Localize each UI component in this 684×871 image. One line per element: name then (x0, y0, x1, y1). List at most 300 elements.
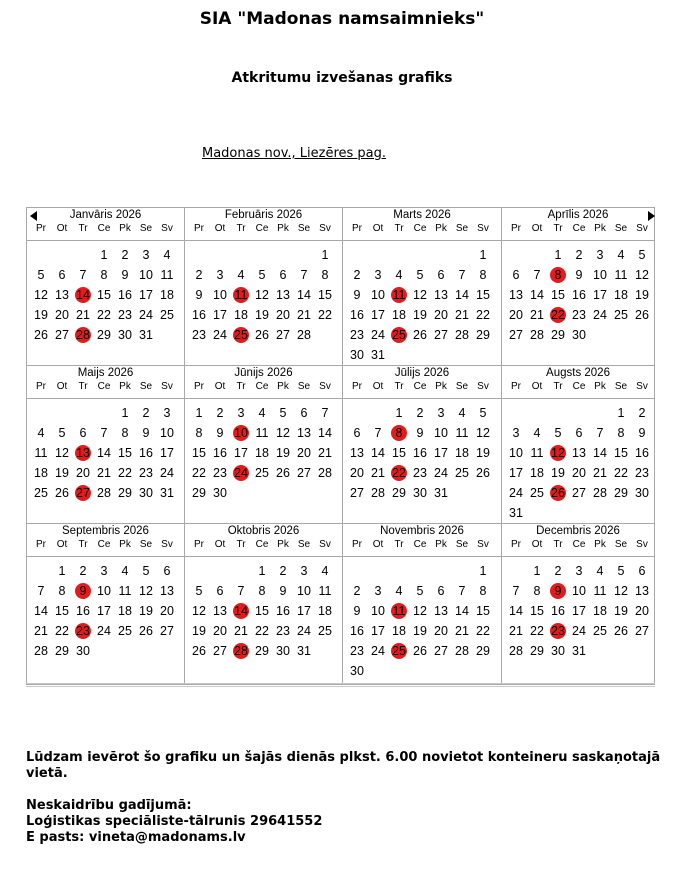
month-calendar (342, 523, 502, 685)
calendar-day: 12 (55, 446, 69, 460)
weekday-label: Ot (214, 381, 226, 392)
calendar-day: 1 (195, 406, 203, 420)
calendar-day: 30 (213, 486, 227, 500)
weekday-label: Tr (78, 539, 88, 550)
month-name: Marts 2026 (393, 209, 451, 221)
weekday-label: Ot (531, 381, 543, 392)
weekday-label: Se (297, 223, 311, 234)
pickup-day: 25 (389, 326, 409, 344)
calendar-day: 6 (512, 268, 520, 282)
calendar-day: 28 (34, 644, 48, 658)
weekday-label: Se (455, 539, 469, 550)
calendar-day: 3 (437, 406, 445, 420)
calendar-day: 18 (614, 288, 628, 302)
calendar-day: 7 (321, 406, 329, 420)
month-calendar (501, 365, 655, 524)
weekday-label: Pk (119, 539, 131, 550)
calendar-day: 7 (533, 268, 541, 282)
calendar-day: 17 (509, 466, 523, 480)
calendar-day: 31 (371, 348, 385, 362)
calendar-day: 23 (213, 466, 227, 480)
prev-month-arrow-icon[interactable] (30, 211, 38, 224)
weekday-label: Pr (36, 381, 46, 392)
calendar-day: 7 (237, 584, 245, 598)
calendar-day: 28 (318, 466, 332, 480)
calendar-day: 20 (434, 624, 448, 638)
calendar-day: 9 (638, 426, 646, 440)
calendar-day: 22 (476, 624, 490, 638)
calendar-day: 21 (509, 624, 523, 638)
month-name: Novembris 2026 (380, 525, 464, 537)
month-header (343, 524, 501, 557)
weekday-label: Se (139, 381, 153, 392)
calendar-day: 22 (476, 308, 490, 322)
month-header (343, 366, 501, 399)
calendar-day: 22 (55, 624, 69, 638)
pickup-day: 9 (73, 582, 93, 600)
weekday-label: Se (139, 539, 153, 550)
calendar-day: 28 (371, 486, 385, 500)
calendar-day: 3 (237, 406, 245, 420)
calendar-day: 11 (118, 584, 132, 598)
calendar-day: 15 (476, 288, 490, 302)
calendar-day: 15 (551, 288, 565, 302)
weekday-label: Ot (214, 223, 226, 234)
weekday-label: Tr (553, 539, 563, 550)
calendar-day: 11 (614, 268, 628, 282)
calendar-day: 12 (192, 604, 206, 618)
calendar-day: 20 (635, 604, 649, 618)
calendar-day: 15 (97, 288, 111, 302)
calendar-day: 4 (617, 248, 625, 262)
calendar-day: 20 (509, 308, 523, 322)
calendar-day: 22 (118, 466, 132, 480)
month-header (502, 208, 654, 241)
calendar-day: 24 (572, 624, 586, 638)
calendar-day: 17 (297, 604, 311, 618)
calendar-day: 17 (160, 446, 174, 460)
calendar-day: 21 (318, 446, 332, 460)
pickup-day: 24 (231, 464, 251, 482)
calendar-day: 29 (476, 328, 490, 342)
calendar-day: 9 (416, 426, 424, 440)
calendar-day: 16 (572, 288, 586, 302)
calendar-day: 13 (297, 426, 311, 440)
weekday-label: Tr (78, 381, 88, 392)
calendar-day: 27 (297, 466, 311, 480)
calendar-day: 27 (213, 644, 227, 658)
calendar-day: 19 (34, 308, 48, 322)
calendar-day: 5 (554, 426, 562, 440)
weekday-label: Sv (161, 381, 173, 392)
calendar-day: 30 (572, 328, 586, 342)
calendar-day: 4 (458, 406, 466, 420)
calendar-day: 27 (55, 328, 69, 342)
calendar-day: 9 (142, 426, 150, 440)
contact-phone: Loģistikas speciāliste-tālrunis 29641552 (26, 814, 323, 829)
weekday-label: Pk (119, 381, 131, 392)
calendar-day: 12 (413, 288, 427, 302)
month-calendar (26, 523, 185, 685)
calendar-day: 1 (100, 248, 108, 262)
calendar-day: 25 (593, 624, 607, 638)
calendar-day: 30 (413, 486, 427, 500)
calendar-day: 17 (97, 604, 111, 618)
calendar-day: 22 (97, 308, 111, 322)
calendar-day: 21 (371, 466, 385, 480)
calendar-day: 5 (37, 268, 45, 282)
calendar-day: 19 (476, 446, 490, 460)
calendar-day: 2 (353, 268, 361, 282)
calendar-day: 15 (476, 604, 490, 618)
calendar-day: 17 (434, 446, 448, 460)
month-header (27, 366, 184, 399)
calendar-day: 8 (321, 268, 329, 282)
weekday-label: Se (455, 223, 469, 234)
calendar-day: 8 (100, 268, 108, 282)
calendar-day: 1 (321, 248, 329, 262)
calendar-day: 24 (509, 486, 523, 500)
weekday-label: Pk (277, 539, 289, 550)
weekday-label: Pr (36, 539, 46, 550)
month-name: Decembris 2026 (536, 525, 620, 537)
calendar-day: 24 (213, 328, 227, 342)
weekday-label: Ce (255, 381, 269, 392)
pickup-day: 26 (548, 484, 568, 502)
calendar-day: 9 (195, 288, 203, 302)
calendar-day: 3 (142, 248, 150, 262)
month-calendar (342, 207, 502, 366)
weekday-label: Pr (194, 539, 204, 550)
month-calendar (501, 207, 655, 366)
calendar-day: 10 (160, 426, 174, 440)
next-month-arrow-icon[interactable] (648, 211, 656, 224)
calendar-day: 2 (638, 406, 646, 420)
weekday-label: Sv (161, 539, 173, 550)
month-name: Jūlijs 2026 (394, 367, 450, 379)
calendar-day: 1 (617, 406, 625, 420)
calendar-day: 10 (213, 288, 227, 302)
calendar-day: 31 (509, 506, 523, 520)
pickup-day: 8 (548, 266, 568, 284)
weekday-label: Sv (319, 381, 331, 392)
weekday-label: Pr (511, 539, 521, 550)
pickup-day: 14 (73, 286, 93, 304)
calendar-day: 6 (79, 426, 87, 440)
calendar-day: 30 (276, 644, 290, 658)
calendar-day: 15 (55, 604, 69, 618)
calendar-day: 26 (34, 328, 48, 342)
weekday-label: Pk (594, 539, 606, 550)
calendar-day: 8 (195, 426, 203, 440)
calendar-day: 4 (121, 564, 129, 578)
calendar-day: 7 (300, 268, 308, 282)
weekday-label: Sv (636, 223, 648, 234)
month-header (185, 366, 342, 399)
weekday-label: Sv (636, 381, 648, 392)
calendar-day: 11 (255, 426, 269, 440)
month-calendar (184, 207, 343, 366)
month-name: Oktobris 2026 (227, 525, 300, 537)
notice-text: Lūdzam ievērot šo grafiku un šajās dienās plkst. 6.00 novietot konteineru saskaņotajā vietā. (26, 750, 661, 781)
calendar-day: 15 (192, 446, 206, 460)
pickup-day: 11 (389, 286, 409, 304)
calendar-day: 8 (617, 426, 625, 440)
calendar-day: 23 (350, 328, 364, 342)
weekday-label: Sv (477, 381, 489, 392)
calendar-day: 4 (596, 564, 604, 578)
weekday-label: Pr (36, 223, 46, 234)
calendar-day: 20 (55, 308, 69, 322)
calendar-day: 25 (455, 466, 469, 480)
calendar-day: 26 (413, 328, 427, 342)
weekday-label: Sv (161, 223, 173, 234)
calendar-day: 7 (512, 584, 520, 598)
calendar-day: 19 (635, 288, 649, 302)
location-text: Madonas nov., Liezēres pag. (202, 146, 387, 161)
calendar-day: 28 (509, 644, 523, 658)
calendar-day: 2 (142, 406, 150, 420)
weekday-label: Ot (531, 539, 543, 550)
month-header (185, 208, 342, 241)
calendar-day: 5 (416, 268, 424, 282)
weekday-label: Ot (56, 539, 68, 550)
calendar-day: 21 (97, 466, 111, 480)
calendar-day: 8 (479, 268, 487, 282)
weekday-label: Pk (277, 223, 289, 234)
calendar-day: 7 (458, 268, 466, 282)
month-calendar (501, 523, 655, 685)
calendar-day: 6 (638, 564, 646, 578)
calendar-day: 2 (216, 406, 224, 420)
weekday-label: Tr (236, 223, 246, 234)
calendar-day: 18 (255, 446, 269, 460)
calendar-day: 18 (392, 624, 406, 638)
calendar-day: 2 (121, 248, 129, 262)
calendar-day: 4 (395, 584, 403, 598)
month-calendar (26, 207, 185, 366)
calendar-day: 1 (395, 406, 403, 420)
weekday-label: Pr (194, 223, 204, 234)
calendar-day: 7 (79, 268, 87, 282)
calendar-day: 31 (572, 644, 586, 658)
calendar-day: 13 (572, 446, 586, 460)
pickup-day: 28 (231, 642, 251, 660)
pickup-day: 13 (73, 444, 93, 462)
calendar-day: 21 (455, 624, 469, 638)
calendar-day: 16 (413, 446, 427, 460)
weekday-label: Ot (531, 223, 543, 234)
weekday-label: Pr (352, 223, 362, 234)
calendar-day: 12 (413, 604, 427, 618)
weekday-label: Ce (413, 381, 427, 392)
calendar-day: 24 (160, 466, 174, 480)
calendar-day: 27 (160, 624, 174, 638)
calendar-day: 26 (614, 624, 628, 638)
calendar-day: 3 (374, 584, 382, 598)
calendar-day: 16 (213, 446, 227, 460)
calendar-day: 12 (476, 426, 490, 440)
calendar-day: 21 (530, 308, 544, 322)
weekday-label: Ce (572, 223, 586, 234)
calendar-day: 31 (297, 644, 311, 658)
weekday-label: Pk (435, 539, 447, 550)
calendar-day: 3 (512, 426, 520, 440)
calendar-day: 13 (434, 604, 448, 618)
weekday-label: Ce (97, 381, 111, 392)
month-header (185, 524, 342, 557)
calendar-day: 30 (635, 486, 649, 500)
calendar-day: 24 (139, 308, 153, 322)
calendar-day: 7 (596, 426, 604, 440)
calendar-day: 15 (118, 446, 132, 460)
calendar-day: 6 (58, 268, 66, 282)
calendar-day: 8 (479, 584, 487, 598)
pickup-day: 14 (231, 602, 251, 620)
calendar-day: 14 (455, 288, 469, 302)
weekday-label: Tr (394, 539, 404, 550)
calendar-day: 26 (276, 466, 290, 480)
weekday-label: Sv (477, 223, 489, 234)
calendar-day: 7 (374, 426, 382, 440)
month-name: Februāris 2026 (224, 209, 303, 221)
calendar-day: 31 (434, 486, 448, 500)
calendar-day: 5 (58, 426, 66, 440)
calendar-day: 23 (572, 308, 586, 322)
calendar-day: 23 (118, 308, 132, 322)
calendar-day: 4 (258, 406, 266, 420)
calendar-day: 3 (374, 268, 382, 282)
pickup-day: 9 (548, 582, 568, 600)
calendar-day: 30 (350, 348, 364, 362)
pickup-day: 11 (389, 602, 409, 620)
calendar-day: 8 (258, 584, 266, 598)
calendar-day: 31 (139, 328, 153, 342)
calendar-day: 14 (530, 288, 544, 302)
calendar-day: 26 (255, 328, 269, 342)
calendar-day: 13 (213, 604, 227, 618)
calendar-day: 27 (434, 328, 448, 342)
calendar-day: 23 (413, 466, 427, 480)
pickup-day: 11 (231, 286, 251, 304)
calendar-day: 22 (255, 624, 269, 638)
notice-block (26, 750, 666, 846)
calendar-day: 7 (37, 584, 45, 598)
calendar-day: 4 (395, 268, 403, 282)
calendar-day: 24 (593, 308, 607, 322)
calendar-day: 20 (350, 466, 364, 480)
calendar-day: 1 (554, 248, 562, 262)
calendar-day: 16 (118, 288, 132, 302)
calendar-day: 23 (635, 466, 649, 480)
calendar-day: 30 (76, 644, 90, 658)
calendar-day: 19 (413, 624, 427, 638)
calendar-day: 21 (593, 466, 607, 480)
calendar-day: 10 (371, 604, 385, 618)
calendar-day: 6 (216, 584, 224, 598)
calendar-day: 1 (479, 248, 487, 262)
calendar-day: 27 (572, 486, 586, 500)
calendar-day: 29 (392, 486, 406, 500)
calendar-day: 15 (318, 288, 332, 302)
calendar-day: 15 (530, 604, 544, 618)
calendar-day: 20 (297, 446, 311, 460)
calendar-day: 18 (593, 604, 607, 618)
calendar-day: 27 (276, 328, 290, 342)
calendar-day: 6 (575, 426, 583, 440)
calendar-day: 14 (34, 604, 48, 618)
calendar-day: 4 (321, 564, 329, 578)
calendar-day: 29 (530, 644, 544, 658)
calendar-day: 28 (97, 486, 111, 500)
calendar-day: 10 (509, 446, 523, 460)
calendar-day: 22 (530, 624, 544, 638)
calendar-day: 16 (192, 308, 206, 322)
month-calendar (342, 365, 502, 524)
calendar-day: 16 (635, 446, 649, 460)
calendar-day: 9 (279, 584, 287, 598)
weekday-label: Ce (413, 539, 427, 550)
calendar-day: 14 (297, 288, 311, 302)
pickup-day: 10 (231, 424, 251, 442)
calendar-day: 25 (255, 466, 269, 480)
calendar-day: 20 (276, 308, 290, 322)
calendar-day: 10 (297, 584, 311, 598)
calendar-day: 14 (318, 426, 332, 440)
pickup-day: 22 (389, 464, 409, 482)
weekday-label: Se (297, 381, 311, 392)
calendar-day: 5 (195, 584, 203, 598)
calendar-day: 10 (371, 288, 385, 302)
month-name: Aprīlis 2026 (547, 209, 609, 221)
calendar-day: 11 (318, 584, 332, 598)
calendar-day: 18 (234, 308, 248, 322)
calendar-day: 12 (614, 584, 628, 598)
weekday-label: Sv (636, 539, 648, 550)
weekday-label: Pr (511, 223, 521, 234)
month-header (502, 366, 654, 399)
calendar-day: 26 (55, 486, 69, 500)
calendar-day: 16 (276, 604, 290, 618)
calendar-day: 28 (593, 486, 607, 500)
calendar-day: 18 (118, 604, 132, 618)
calendar-day: 11 (593, 584, 607, 598)
calendar-day: 17 (371, 624, 385, 638)
calendar-day: 30 (551, 644, 565, 658)
weekday-label: Tr (236, 539, 246, 550)
calendar-day: 28 (455, 328, 469, 342)
month-calendar (184, 523, 343, 685)
weekday-label: Ot (56, 381, 68, 392)
calendar-day: 29 (476, 644, 490, 658)
pickup-day: 8 (389, 424, 409, 442)
calendar-day: 1 (58, 564, 66, 578)
calendar-day: 2 (79, 564, 87, 578)
calendar-day: 9 (121, 268, 129, 282)
calendar-day: 26 (476, 466, 490, 480)
calendar-day: 10 (434, 426, 448, 440)
weekday-label: Ot (214, 539, 226, 550)
month-header (502, 524, 654, 557)
calendar-day: 24 (297, 624, 311, 638)
calendar-day: 23 (139, 466, 153, 480)
calendar-day: 23 (350, 644, 364, 658)
calendar-day: 31 (160, 486, 174, 500)
calendar-day: 8 (533, 584, 541, 598)
calendar-day: 6 (300, 406, 308, 420)
calendar-day: 18 (392, 308, 406, 322)
pickup-day: 12 (548, 444, 568, 462)
